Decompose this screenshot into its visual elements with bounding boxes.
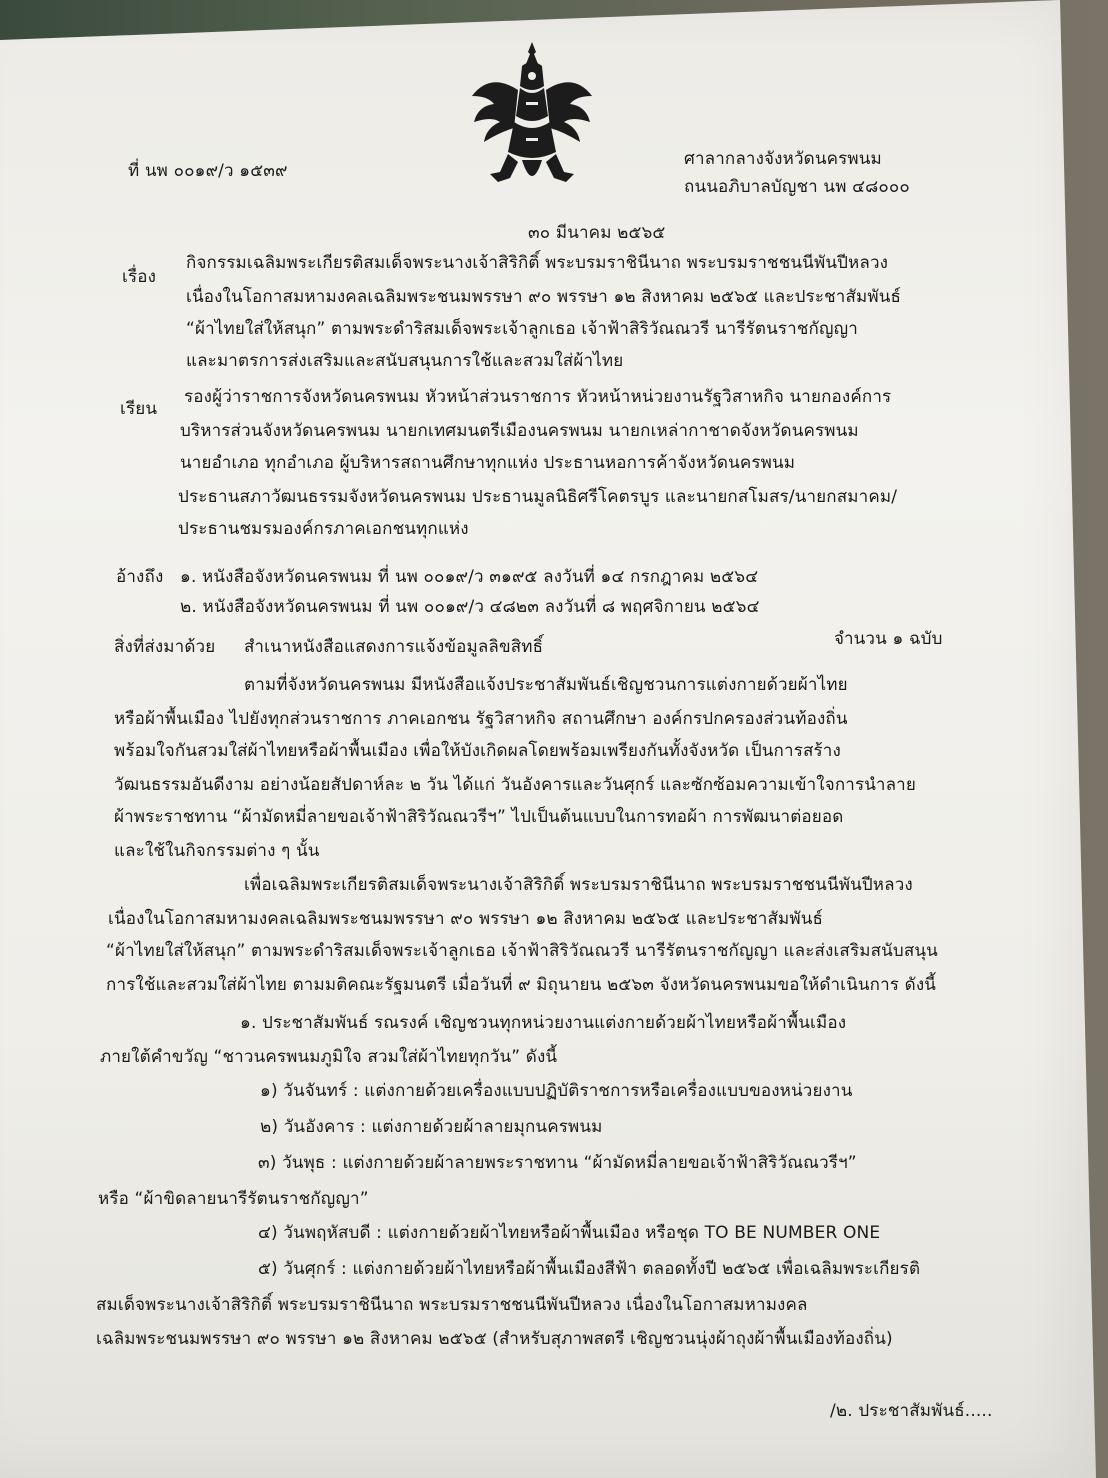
recipient-line: นายอำเภอ ทุกอำเภอ ผู้บริหารสถานศึกษาทุกแห่ง ประธานหอการค้าจังหวัดนครพนม [180, 453, 796, 473]
enclosure-label: สิ่งที่ส่งมาด้วย [114, 637, 216, 657]
subject-label: เรื่อง [122, 267, 157, 287]
letter-date: ๓๐ มีนาคม ๒๕๖๕ [528, 223, 666, 243]
subject-line: กิจกรรมเฉลิมพระเกียรติสมเด็จพระนางเจ้าสิริกิติ์ พระบรมราชินีนาถ พระบรมราชชนนีพันปีหลวง [186, 253, 889, 273]
day-line: ๕) วันศุกร์ : แต่งกายด้วยผ้าไทยหรือผ้าพื้นเมืองสีฟ้า ตลอดทั้งปี ๒๕๖๕ เพื่อเฉลิมพระเกียรติ [258, 1259, 921, 1279]
recipient-line: ประธานสภาวัฒนธรรมจังหวัดนครพนม ประธานมูลนิธิศรีโคตรบูร และนายกสโมสร/นายกสมาคม/ [178, 487, 898, 507]
body-line: ผ้าพระราชทาน “ผ้ามัดหมี่ลายขอเจ้าฟ้าสิริวัณณวรีฯ” ไปเป็นต้นแบบในการทอผ้า การพัฒนาต่อยอด [114, 807, 844, 827]
body-line: หรือผ้าพื้นเมือง ไปยังทุกส่วนราชการ ภาคเอกชน รัฐวิสาหกิจ สถานศึกษา องค์กรปกครองส่วนท้องถิ่น [114, 709, 848, 729]
body-line: ภายใต้คำขวัญ “ชาวนครพนมภูมิใจ สวมใส่ผ้าไทยทุกวัน” ดังนี้ [100, 1047, 558, 1067]
reference-number: ที่ นพ ๐๐๑๙/ว ๑๕๓๙ [128, 161, 288, 181]
subject-line: เนื่องในโอกาสมหามงคลเฉลิมพระชนมพรรษา ๙๐ พรรษา ๑๒ สิงหาคม ๒๕๖๕ และประชาสัมพันธ์ [186, 287, 902, 307]
day-line: ๒) วันอังคาร : แต่งกายด้วยผ้าลายมุกนครพนม [260, 1117, 603, 1137]
body-line: ตามที่จังหวัดนครพนม มีหนังสือแจ้งประชาสัมพันธ์เชิญชวนการแต่งกายด้วยผ้าไทย [244, 675, 848, 695]
recipient-label: เรียน [120, 399, 158, 419]
body-line: เพื่อเฉลิมพระเกียรติสมเด็จพระนางเจ้าสิริกิติ์ พระบรมราชินีนาถ พระบรมราชชนนีพันปีหลวง [244, 875, 913, 895]
recipient-line: ประธานชมรมองค์กรภาคเอกชนทุกแห่ง [178, 519, 469, 539]
enclosure-text: สำเนาหนังสือแสดงการแจ้งข้อมูลลิขสิทธิ์ [244, 637, 544, 657]
body-line: และใช้ในกิจกรรมต่าง ๆ นั้น [114, 841, 320, 861]
body-line: เนื่องในโอกาสมหามงคลเฉลิมพระชนมพรรษา ๙๐ พรรษา ๑๒ สิงหาคม ๒๕๖๕ และประชาสัมพันธ์ [108, 909, 824, 929]
body-line: ๑. ประชาสัมพันธ์ รณรงค์ เชิญชวนทุกหน่วยงานแต่งกายด้วยผ้าไทยหรือผ้าพื้นเมือง [240, 1013, 847, 1033]
enclosure-quantity: จำนวน ๑ ฉบับ [834, 629, 943, 649]
references-label: อ้างถึง [116, 567, 164, 587]
garuda-emblem-icon [470, 42, 594, 192]
sender-address: ถนนอภิบาลบัญชา นพ ๔๘๐๐๐ [684, 177, 910, 197]
body-line: พร้อมใจกันสวมใส่ผ้าไทยหรือผ้าพื้นเมือง เพื่อให้บังเกิดผลโดยพร้อมเพรียงกันทั้งจังหวัด เป็นการสร้าง [114, 741, 841, 761]
subject-line: “ผ้าไทยใส่ให้สนุก” ตามพระดำริสมเด็จพระเจ้าลูกเธอ เจ้าฟ้าสิริวัณณวรี นารีรัตนราชกัญญา [186, 319, 858, 339]
recipient-line: รองผู้ว่าราชการจังหวัดนครพนม หัวหน้าส่วนราชการ หัวหน้าหน่วยงานรัฐวิสาหกิจ นายกองค์การ [184, 387, 892, 407]
body-line: “ผ้าไทยใส่ให้สนุก” ตามพระดำริสมเด็จพระเจ้าลูกเธอ เจ้าฟ้าสิริวัณณวรี นารีรัตนราชกัญญา และส่งเสริมสนับสนุน [106, 941, 938, 961]
day-line: หรือ “ผ้าขิดลายนารีรัตนราชกัญญา” [98, 1189, 369, 1209]
continuation-marker: /๒. ประชาสัมพันธ์..... [830, 1401, 993, 1421]
recipient-line: บริหารส่วนจังหวัดนครพนม นายกเทศมนตรีเมืองนครพนม นายกเหล่ากาชาดจังหวัดนครพนม [180, 421, 859, 441]
body-line: การใช้และสวมใส่ผ้าไทย ตามมติคณะรัฐมนตรี เมื่อวันที่ ๙ มิถุนายน ๒๕๖๓ จังหวัดนครพนมขอให้ดำเนินการ ดังนี้ [106, 975, 937, 995]
day-line: เฉลิมพระชนมพรรษา ๙๐ พรรษา ๑๒ สิงหาคม ๒๕๖๕ (สำหรับสุภาพสตรี เชิญชวนนุ่งผ้าถุงผ้าพื้นเมืองท้องถิ่น) [96, 1329, 893, 1349]
subject-line: และมาตรการส่งเสริมและสนับสนุนการใช้และสวมใส่ผ้าไทย [186, 351, 624, 371]
reference-line: ๒. หนังสือจังหวัดนครพนม ที่ นพ ๐๐๑๙/ว ๔๘๒๓ ลงวันที่ ๘ พฤศจิกายน ๒๕๖๔ [180, 597, 760, 617]
body-line: วัฒนธรรมอันดีงาม อย่างน้อยสัปดาห์ละ ๒ วัน ได้แก่ วันอังคารและวันศุกร์ และซักซ้อมความเข้าใจการนำลาย [114, 775, 916, 795]
day-line: ๑) วันจันทร์ : แต่งกายด้วยเครื่องแบบปฏิบัติราชการหรือเครื่องแบบของหน่วยงาน [260, 1081, 853, 1101]
sender-name: ศาลากลางจังหวัดนครพนม [684, 149, 882, 169]
day-line: สมเด็จพระนางเจ้าสิริกิติ์ พระบรมราชินีนาถ พระบรมราชชนนีพันปีหลวง เนื่องในโอกาสมหามงคล [96, 1295, 808, 1315]
day-line: ๔) วันพฤหัสบดี : แต่งกายด้วยผ้าไทยหรือผ้าพื้นเมือง หรือชุด TO BE NUMBER ONE [258, 1223, 881, 1243]
reference-line: ๑. หนังสือจังหวัดนครพนม ที่ นพ ๐๐๑๙/ว ๓๑๙๕ ลงวันที่ ๑๔ กรกฎาคม ๒๕๖๔ [180, 567, 759, 587]
day-line: ๓) วันพุธ : แต่งกายด้วยผ้าลายพระราชทาน “ผ้ามัดหมี่ลายขอเจ้าฟ้าสิริวัณณวรีฯ” [258, 1153, 857, 1173]
